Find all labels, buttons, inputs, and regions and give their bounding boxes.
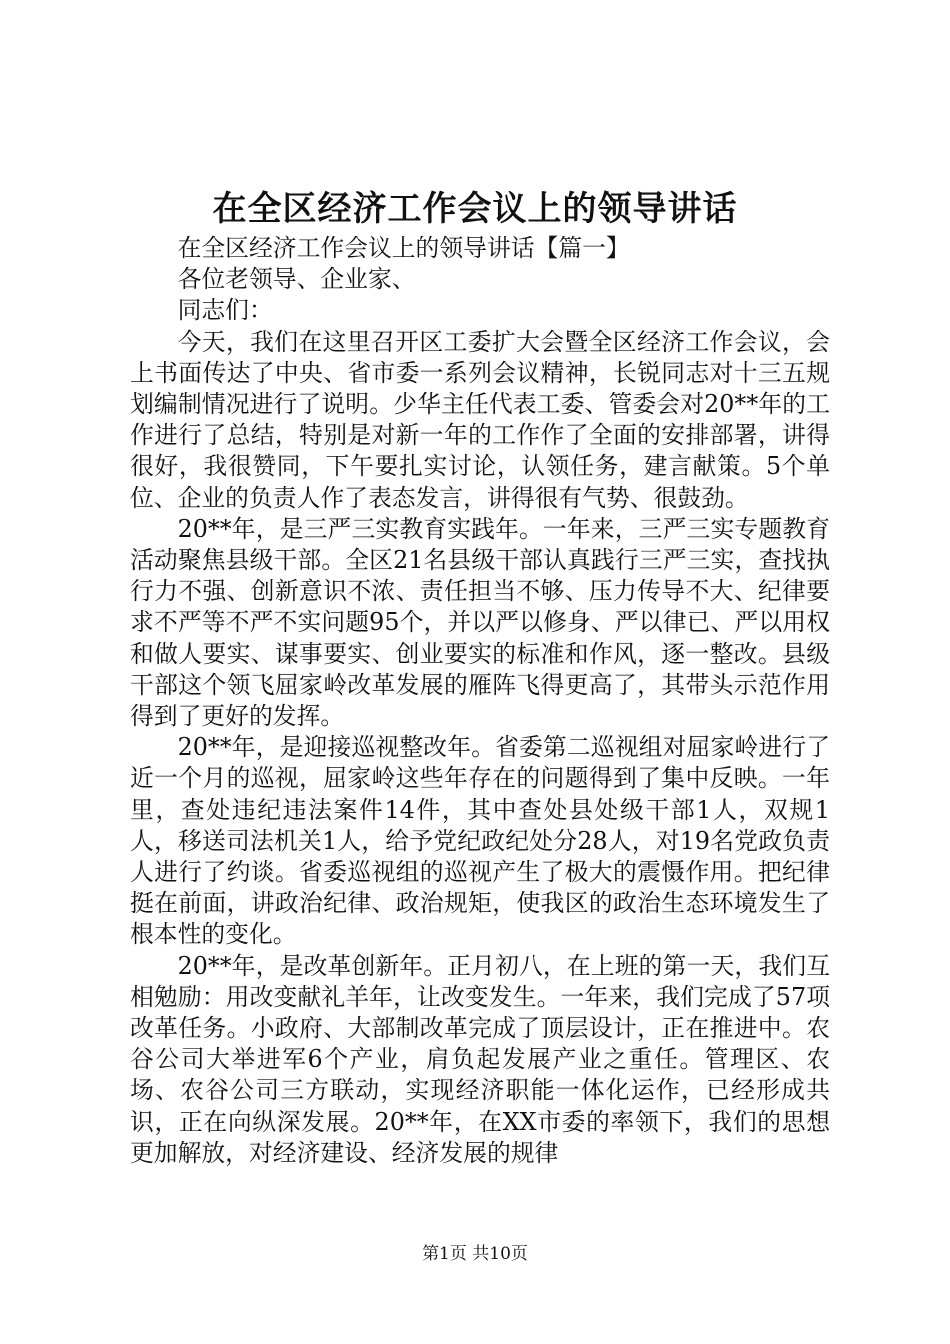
document-title: 在全区经济工作会议上的领导讲话 — [212, 189, 738, 229]
body-paragraph: 20**年，是迎接巡视整改年。省委第二巡视组对屈家岭进行了近一个月的巡视，屈家岭这些年存在的问题得到了集中反映。一年里，查处违纪违法案件14件，其中查处县处级干部1人，双规1人，移送司法机关1人，给予党纪政纪处分28人，对19名党政负责人进行了约谈。省委巡视组的巡视产生了极大的震慑作用。把纪律挺在前面，讲政治纪律、政治规矩，使我区的政治生态环境发生了根本性的变化。 — [130, 733, 830, 949]
salutation-line-2: 同志们： — [177, 296, 273, 325]
body-paragraph: 20**年，是三严三实教育实践年。一年来，三严三实专题教育活动聚焦县级干部。全区21名县级干部认真践行三严三实，查找执行力不强、创新意识不浓、责任担当不够、压力传导不大、纪律要求不严等不严不实问题95个，并以严以修身、严以律已、严以用权和做人要实、谋事要实、创业要实的标准和作风，逐一整改。县级干部这个领飞屈家岭改革发展的雁阵飞得更高了，其带头示范作用得到了更好的发挥。 — [130, 514, 830, 731]
body-paragraph: 20**年，是改革创新年。正月初八，在上班的第一天，我们互相勉励：用改变献礼羊年，让改变发生。一年来，我们完成了57项改革任务。小政府、大部制改革完成了顶层设计，正在推进中。农谷公司大举进军6个产业，肩负起发展产业之重任。管理区、农场、农谷公司三方联动，实现经济职能一体化运作，已经形成共识，正在向纵深发展。20**年，在XX市委的率领下，我们的思想更加解放，对经济建设、经济发展的规律 — [130, 951, 830, 1167]
page-footer: 第1页 共10页 — [422, 1244, 528, 1264]
body-paragraph: 今天，我们在这里召开区工委扩大会暨全区经济工作会议，会上书面传达了中央、省市委一系列会议精神，长锐同志对十三五规划编制情况进行了说明。少华主任代表工委、管委会对20**年的工作进行了总结，特别是对新一年的工作作了全面的安排部署，讲得很好，我很赞同，下午要扎实讨论，认领任务，建言献策。5个单位、企业的负责人作了表态发言，讲得很有气势、很鼓劲。 — [130, 327, 830, 512]
section-heading: 在全区经济工作会议上的领导讲话【篇一】 — [177, 234, 630, 262]
salutation-line-1: 各位老领导、企业家、 — [177, 265, 416, 294]
document-body — [130, 233, 830, 1169]
